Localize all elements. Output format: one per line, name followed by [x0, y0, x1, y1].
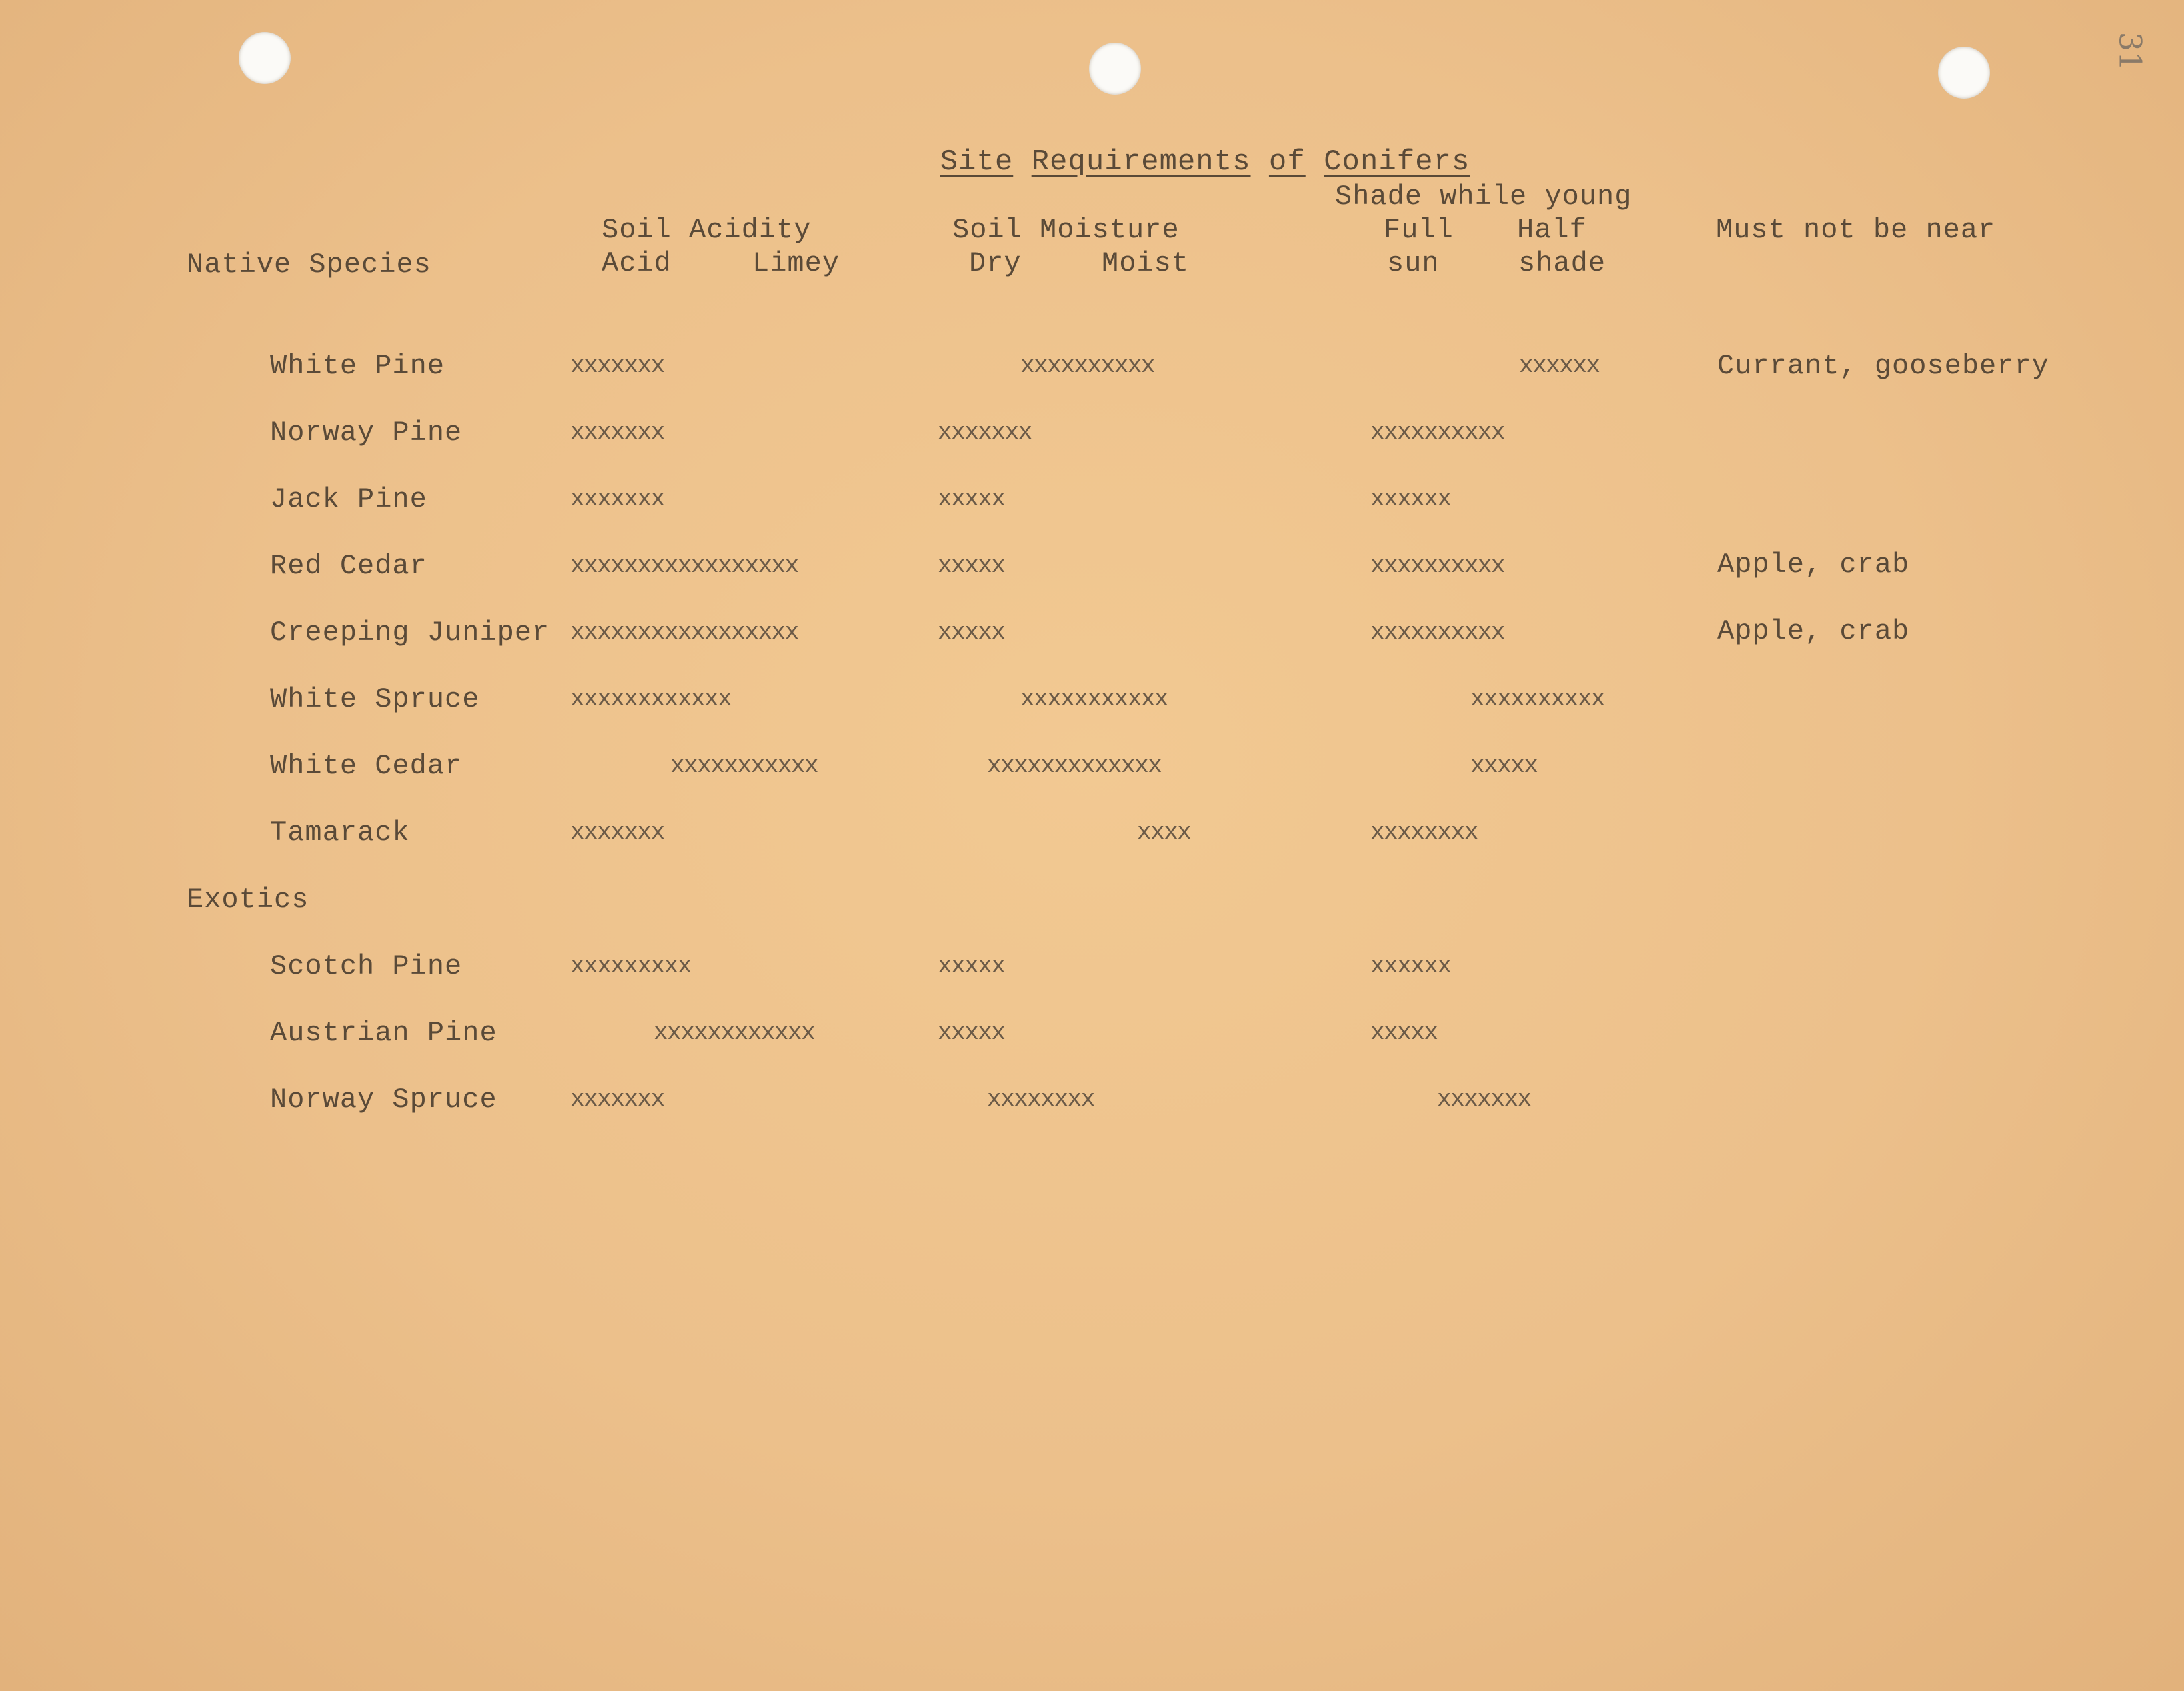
species-name: Norway Spruce — [270, 1084, 497, 1116]
title-word: of — [1268, 145, 1306, 179]
shade-marks: xxxxxxxxxx — [1370, 552, 1505, 579]
must-not-be-near-value: Apple, crab — [1717, 615, 1910, 647]
acidity-marks: xxxxxxx — [570, 1086, 664, 1113]
header-dry: Dry — [969, 247, 1022, 279]
acidity-marks: xxxxxxx — [570, 352, 664, 379]
acidity-marks: xxxxxxxxx — [570, 952, 691, 980]
header-soil-moisture: Soil Moisture — [952, 214, 1180, 246]
species-name: Austrian Pine — [270, 1017, 497, 1049]
header-limey: Limey — [752, 247, 840, 279]
species-name: White Pine — [270, 350, 445, 382]
moisture-marks: xxxxxxxx — [987, 1086, 1094, 1113]
acidity-marks: xxxxxxx — [570, 485, 664, 513]
must-not-be-near-value: Currant, gooseberry — [1717, 350, 2049, 382]
moisture-marks: xxxxx — [938, 952, 1005, 980]
shade-marks: xxxxxxxx — [1370, 819, 1478, 846]
acidity-marks: xxxxxxxxxxxxxxxxx — [570, 619, 798, 646]
shade-marks: xxxxxxxxxx — [1370, 419, 1505, 446]
species-name: Scotch Pine — [270, 950, 463, 982]
header-full: Full — [1384, 214, 1454, 246]
moisture-marks: xxxxx — [938, 619, 1005, 646]
shade-marks: xxxxxxxxxx — [1370, 619, 1505, 646]
shade-marks: xxxxxx — [1519, 352, 1600, 379]
acidity-marks: xxxxxxx — [570, 419, 664, 446]
section-heading-exotics: Exotics — [187, 884, 309, 916]
header-sun: sun — [1387, 247, 1440, 279]
acidity-marks: xxxxxxxxxxxxxxxxx — [570, 552, 798, 579]
species-name: Norway Pine — [270, 417, 463, 449]
moisture-marks: xxxxx — [938, 552, 1005, 579]
species-name: Red Cedar — [270, 550, 427, 582]
moisture-marks: xxxxx — [938, 1019, 1005, 1046]
header-shade-while-young: Shade while young — [1335, 181, 1632, 213]
species-name: White Cedar — [270, 750, 463, 782]
species-name: Jack Pine — [270, 483, 427, 515]
punch-hole-left — [239, 32, 291, 84]
punch-hole-right — [1938, 47, 1990, 99]
moisture-marks: xxxxxxxxxxxxx — [987, 752, 1162, 779]
must-not-be-near-value: Apple, crab — [1717, 549, 1910, 581]
header-shade: shade — [1518, 247, 1606, 279]
acidity-marks: xxxxxxxxxxxx — [654, 1019, 815, 1046]
moisture-marks: xxxxxxx — [938, 419, 1032, 446]
punch-hole-center — [1089, 43, 1141, 95]
header-acid: Acid — [602, 247, 672, 279]
page-number: 31 — [2112, 31, 2149, 71]
header-moist: Moist — [1102, 247, 1190, 279]
species-name: White Spruce — [270, 683, 480, 715]
acidity-marks: xxxxxxxxxxx — [670, 752, 818, 779]
shade-marks: xxxxxx — [1370, 485, 1451, 513]
header-must-not-be-near: Must not be near — [1716, 214, 1996, 246]
moisture-marks: xxxxx — [938, 485, 1005, 513]
shade-marks: xxxxx — [1370, 1019, 1438, 1046]
shade-marks: xxxxxxx — [1437, 1086, 1531, 1113]
species-name: Tamarack — [270, 817, 410, 849]
moisture-marks: xxxxxxxxxxx — [1020, 685, 1168, 713]
species-name: Creeping Juniper — [270, 617, 550, 649]
moisture-marks: xxxxxxxxxx — [1020, 352, 1155, 379]
acidity-marks: xxxxxxxxxxxx — [570, 685, 732, 713]
acidity-marks: xxxxxxx — [570, 819, 664, 846]
shade-marks: xxxxxx — [1370, 952, 1451, 980]
header-soil-acidity: Soil Acidity — [602, 214, 812, 246]
shade-marks: xxxxxxxxxx — [1470, 685, 1605, 713]
shade-marks: xxxxx — [1470, 752, 1538, 779]
moisture-marks: xxxx — [1137, 819, 1191, 846]
header-native-species: Native Species — [187, 249, 431, 281]
title-word: Site — [940, 145, 1014, 179]
header-half: Half — [1517, 214, 1587, 246]
title-word: Conifers — [1324, 145, 1470, 179]
title-word: Requirements — [1031, 145, 1251, 179]
